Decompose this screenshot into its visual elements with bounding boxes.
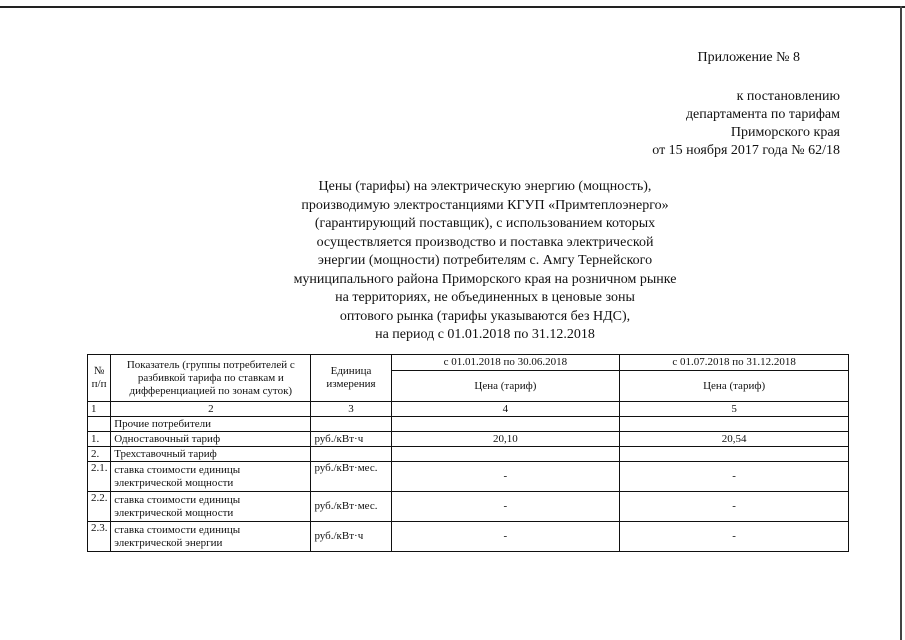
row-number: 2.3.	[88, 522, 111, 552]
row-unit: руб./кВт·мес.	[311, 492, 391, 522]
page-border-right	[900, 6, 902, 640]
title-line: производимую электростанциями КГУП «Примтеплоэнерго»	[301, 197, 669, 213]
title-line: энергии (мощности) потребителям с. Амгу Тернейского	[317, 253, 653, 268]
header-indicator: Показатель (группы потребителей с разбивкой тарифа по ставкам и дифференциацией по зонам суток)	[111, 355, 311, 402]
row-price-1	[391, 417, 620, 432]
column-number: 5	[620, 402, 849, 417]
row-unit	[311, 417, 391, 432]
row-price-2: -	[620, 522, 849, 552]
row-name: ставка стоимости единицы электрической мощности	[111, 462, 311, 492]
row-unit: руб./кВт·ч	[311, 522, 391, 552]
row-price-1: 20,10	[391, 432, 620, 447]
title-line: (гарантирующий поставщик), с использованием которых	[314, 216, 656, 231]
header-price-2: Цена (тариф)	[620, 371, 849, 402]
title-line: на период с 01.01.2018 по 31.12.2018	[375, 327, 595, 342]
row-number: 2.	[88, 447, 111, 462]
row-number: 2.2.	[88, 492, 111, 522]
title-line: на территориях, не объединенных в ценовые зоны	[335, 290, 635, 305]
title-line: Цены (тарифы) на электрическую энергию (мощность),	[318, 179, 652, 194]
header-unit: Единица измерения	[311, 355, 391, 402]
row-name: ставка стоимости единицы электрической энергии	[111, 522, 311, 552]
table-row	[88, 522, 849, 552]
header-period-1: с 01.01.2018 по 30.06.2018	[391, 355, 620, 371]
row-unit	[311, 447, 391, 462]
approval-line: департамента по тарифам	[685, 107, 840, 122]
row-price-2	[620, 417, 849, 432]
row-unit: руб./кВт·ч	[311, 432, 391, 447]
table-row	[88, 447, 849, 462]
row-price-1: -	[391, 522, 620, 552]
row-price-2: 20,54	[620, 432, 849, 447]
title-line: оптового рынка (тарифы указываются без НДС),	[339, 308, 631, 324]
header-no: № п/п	[88, 355, 111, 402]
row-price-1: -	[391, 492, 620, 522]
appendix-number: Приложение № 8	[697, 50, 800, 65]
title-line: муниципального района Приморского края на розничном рынке	[293, 271, 677, 287]
table-row	[88, 492, 849, 522]
header-price-1: Цена (тариф)	[391, 371, 620, 402]
row-name: Прочие потребители	[111, 417, 311, 432]
approval-line: Приморского края	[730, 125, 840, 140]
approval-line: от 15 ноября 2017 года № 62/18	[652, 143, 840, 158]
column-number: 4	[391, 402, 620, 417]
table-row	[88, 462, 849, 492]
page-border-top	[0, 6, 905, 8]
row-price-2	[620, 447, 849, 462]
row-price-2: -	[620, 492, 849, 522]
row-name: Трехставочный тариф	[111, 447, 311, 462]
row-price-1	[391, 447, 620, 462]
tariff-table	[87, 354, 849, 552]
row-name: ставка стоимости единицы электрической мощности	[111, 492, 311, 522]
row-number: 2.1.	[88, 462, 111, 492]
column-number: 3	[311, 402, 391, 417]
approval-line: к постановлению	[736, 89, 840, 104]
table-row	[88, 417, 849, 432]
header-period-2: с 01.07.2018 по 31.12.2018	[620, 355, 849, 371]
row-name: Одноставочный тариф	[111, 432, 311, 447]
column-numbers-row	[88, 402, 849, 417]
row-unit: руб./кВт·мес.	[311, 462, 391, 492]
row-price-1: -	[391, 462, 620, 492]
column-number: 1	[88, 402, 111, 417]
row-number: 1.	[88, 432, 111, 447]
row-number	[88, 417, 111, 432]
table-row	[88, 432, 849, 447]
table-header-row	[88, 355, 849, 371]
title-line: осуществляется производство и поставка электрической	[316, 234, 654, 250]
document-title	[240, 178, 730, 345]
approval-block	[560, 88, 840, 160]
row-price-2: -	[620, 462, 849, 492]
column-number: 2	[111, 402, 311, 417]
